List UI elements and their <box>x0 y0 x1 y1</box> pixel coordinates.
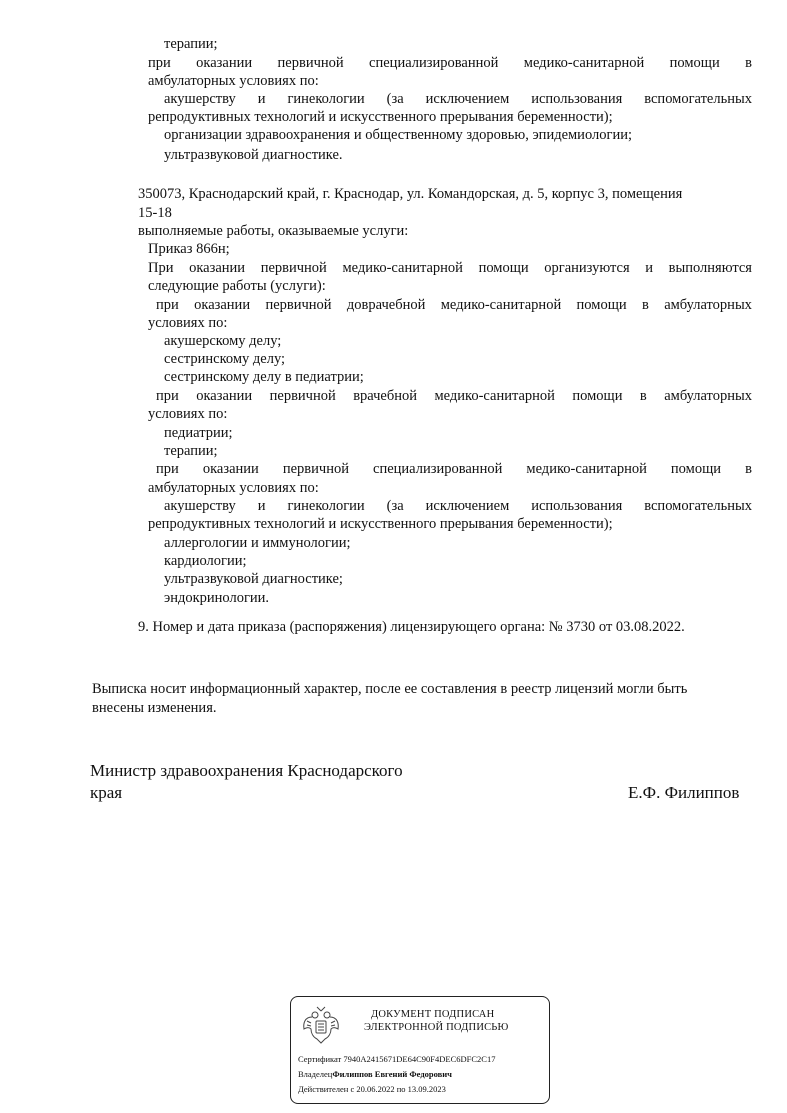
word: медико-санитарной <box>526 461 647 477</box>
signatory-name: Е.Ф. Филиппов <box>628 783 740 802</box>
word: помощи <box>478 260 529 276</box>
word: вспомогательных <box>644 91 752 107</box>
word: первичной <box>277 55 344 71</box>
word: (за <box>386 91 404 107</box>
word: (за <box>386 498 404 514</box>
stamp-heading: ДОКУМЕНТ ПОДПИСАН <box>371 1009 495 1020</box>
word: первичной <box>260 260 327 276</box>
stamp-heading: ЭЛЕКТРОННОЙ ПОДПИСЬЮ <box>364 1022 509 1033</box>
text-line: сестринскому делу в педиатрии; <box>164 369 364 385</box>
address-line: 350073, Краснодарский край, г. Краснодар, ул. Командорская, д. 5, корпус 3, помещения <box>138 186 683 202</box>
word: в <box>639 388 647 404</box>
justified-line <box>148 259 752 277</box>
word: медико-санитарной <box>440 297 562 313</box>
text-line: сестринскому делу; <box>164 351 286 367</box>
owner-name: Филиппов Евгений Федорович <box>332 1069 452 1079</box>
word: при <box>148 55 171 71</box>
stamp-certificate <box>298 1054 548 1065</box>
word: специализированной <box>373 461 503 477</box>
word: первичной <box>269 388 336 404</box>
word: первичной <box>265 297 332 313</box>
text-line: организации здравоохранения и общественному здоровью, эпидемиологии; <box>164 127 632 143</box>
word: оказании <box>189 260 246 276</box>
word: акушерству <box>164 91 236 107</box>
word: помощи <box>576 297 627 313</box>
text-line: Приказ 866н; <box>148 241 230 257</box>
justified-line <box>164 497 752 515</box>
text-line: кардиологии; <box>164 553 247 569</box>
word: исключением <box>425 498 510 514</box>
justified-line <box>156 296 752 314</box>
word: в <box>745 461 752 477</box>
word: при <box>156 461 179 477</box>
stamp-owner <box>298 1069 452 1080</box>
text-line: условиях по: <box>148 315 228 331</box>
text-line: амбулаторных условиях по: <box>148 480 319 496</box>
word: медико-санитарной <box>523 55 645 71</box>
word: в <box>641 297 649 313</box>
text-line: ультразвуковой диагностике. <box>164 147 343 163</box>
word: гинекологии <box>287 498 365 514</box>
section-label: выполняемые работы, оказываемые услуги: <box>138 223 409 239</box>
coat-of-arms-icon <box>299 1003 343 1047</box>
text-line: следующие работы (услуги): <box>148 278 326 294</box>
signatory-title: края <box>90 783 123 802</box>
word: при <box>156 388 179 404</box>
order-number-line: 9. Номер и дата приказа (распоряжения) лицензирующего органа: № 3730 от 03.08.2022. <box>138 619 685 635</box>
signatory-title: Министр здравоохранения Краснодарского <box>90 761 403 780</box>
word: оказании <box>202 461 259 477</box>
justified-line <box>148 54 752 72</box>
word: оказании <box>196 55 253 71</box>
word: помощи <box>572 388 623 404</box>
word: медико-санитарной <box>342 260 463 276</box>
word: первичной <box>282 461 349 477</box>
word: специализированной <box>369 55 499 71</box>
notice-line: внесены изменения. <box>92 700 217 716</box>
text-line: ультразвуковой диагностике; <box>164 571 343 587</box>
word: оказании <box>196 388 253 404</box>
text-line: акушерскому делу; <box>164 333 282 349</box>
text-line: терапии; <box>164 36 218 52</box>
word: медико-санитарной <box>434 388 555 404</box>
word: использования <box>531 498 623 514</box>
word: помощи <box>670 461 722 477</box>
justified-line <box>156 460 752 478</box>
word: исключением <box>425 91 510 107</box>
word: выполняются <box>668 260 752 276</box>
word: и <box>257 498 266 514</box>
word: При <box>148 260 174 276</box>
justified-line <box>164 90 752 108</box>
word: помощи <box>669 55 720 71</box>
text-line: аллергологии и иммунологии; <box>164 535 351 551</box>
word: амбулаторных <box>664 297 752 313</box>
text-line: эндокринологии. <box>164 590 270 606</box>
text-line: терапии; <box>164 443 218 459</box>
text-line: амбулаторных условиях по: <box>148 73 319 89</box>
text-line: репродуктивных технологий и искусственного прерывания беременности); <box>148 109 613 125</box>
word: врачебной <box>353 388 418 404</box>
certificate-label: Сертификат <box>298 1054 342 1064</box>
word: и <box>645 260 654 276</box>
notice-line: Выписка носит информационный характер, после ее составления в реестр лицензий могли быть <box>92 681 688 697</box>
word: использования <box>531 91 623 107</box>
word: оказании <box>194 297 251 313</box>
stamp-validity: Действителен с 20.06.2022 по 13.09.2023 <box>298 1084 446 1094</box>
justified-line <box>156 387 752 405</box>
owner-label: Владелец <box>298 1069 333 1079</box>
text-line: репродуктивных технологий и искусственного прерывания беременности); <box>148 516 613 532</box>
word: амбулаторных <box>664 388 752 404</box>
word: и <box>257 91 266 107</box>
word: акушерству <box>164 498 236 514</box>
word: при <box>156 297 179 313</box>
word: вспомогательных <box>644 498 752 514</box>
certificate-number: 7940A2415671DE64C90F4DEC6DFC2C17 <box>343 1054 496 1064</box>
text-line: педиатрии; <box>164 425 233 441</box>
text-line: условиях по: <box>148 406 228 422</box>
word: в <box>745 55 752 71</box>
word: гинекологии <box>287 91 365 107</box>
word: доврачебной <box>346 297 426 313</box>
address-line: 15-18 <box>138 205 172 221</box>
word: организуются <box>544 260 630 276</box>
e-signature-stamp <box>290 996 550 1104</box>
